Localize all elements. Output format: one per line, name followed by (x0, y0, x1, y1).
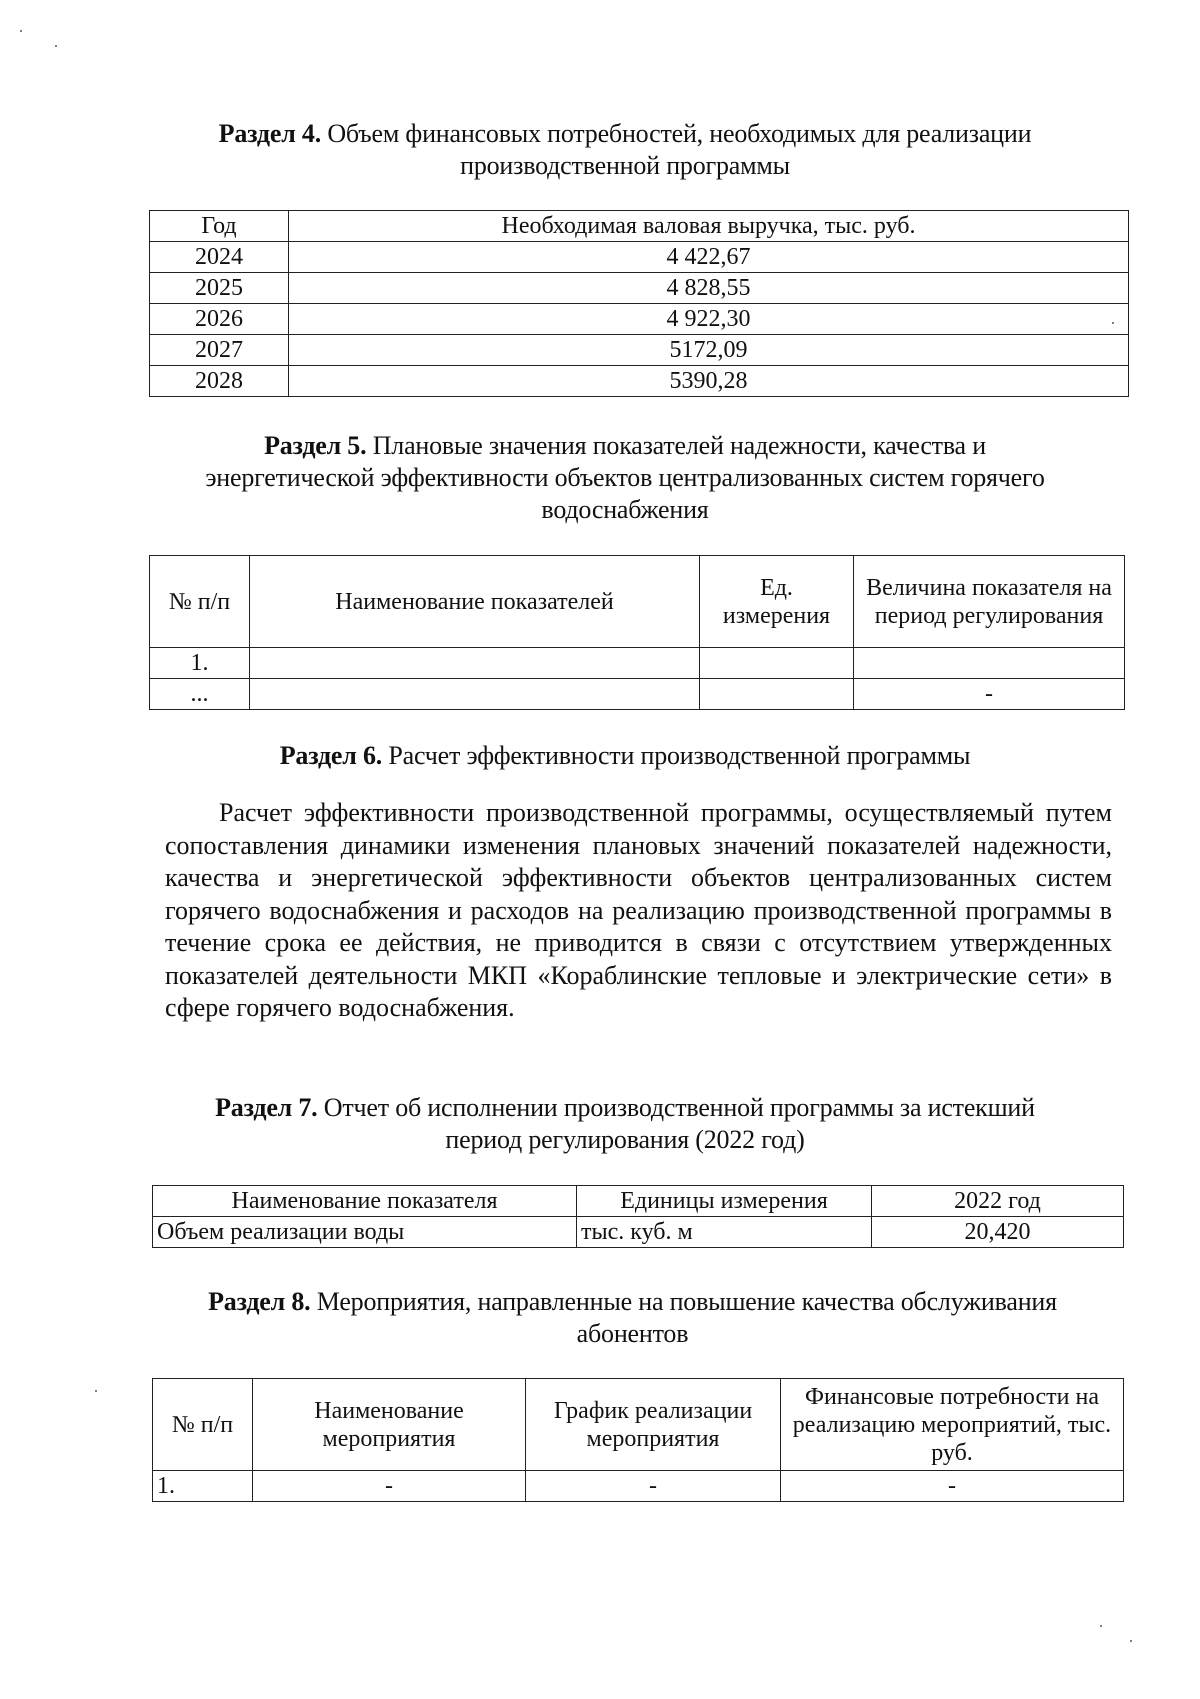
section-5-title-line3: водоснабжения (541, 495, 709, 524)
table-header-row (153, 1379, 1124, 1471)
unit-cell: тыс. куб. м (577, 1217, 872, 1248)
table-row (150, 366, 1129, 397)
table-row (150, 242, 1129, 273)
table-row (150, 335, 1129, 366)
year-cell: 2027 (150, 335, 289, 366)
section-5-label: Раздел 5. (264, 431, 367, 460)
section-7-title-line2: период регулирования (2022 год) (445, 1125, 805, 1154)
header-financial-needs: Финансовые потребности на реализацию мероприятий, тыс. руб. (781, 1379, 1124, 1471)
indicator-name-cell (250, 679, 700, 710)
section-4-heading (150, 118, 1100, 182)
revenue-table (149, 210, 1129, 397)
section-7-heading (150, 1092, 1100, 1156)
header-measure-name: Наименование мероприятия (253, 1379, 526, 1471)
section-5-title-line2: энергетической эффективности объектов централизованных систем горячего (205, 463, 1045, 492)
section-8-title-line1: Мероприятия, направленные на повышение качества обслуживания (316, 1287, 1057, 1316)
section-6-paragraph: Расчет эффективности производственной программы, осуществляемый путем сопоставления динамики изменения плановых значений показателей надежности, качества и энергетической эффективности объектов централизованных систем горячего водоснабжения и расходов на реализацию производственной программы в течение срока ее действия, не приводится в связи с отсутствием утвержденных показателей деятельности МКП «Кораблинские тепловые и электрические сети» в сфере горячего водоснабжения. (165, 798, 1112, 1022)
scan-speck (20, 30, 22, 32)
header-indicator-name: Наименование показателей (250, 556, 700, 648)
scan-speck (1112, 322, 1114, 324)
table-header-row (153, 1186, 1124, 1217)
header-number: № п/п (153, 1379, 253, 1471)
table-row (153, 1471, 1124, 1502)
section-5-title-line1: Плановые значения показателей надежности, качества и (372, 431, 986, 460)
section-6-label: Раздел 6. (279, 741, 383, 770)
number-cell: 1. (153, 1471, 253, 1502)
year-cell: 2025 (150, 273, 289, 304)
table-header-row (150, 211, 1129, 242)
revenue-cell: 4 422,67 (289, 242, 1129, 273)
header-indicator-name: Наименование показателя (153, 1186, 577, 1217)
section-6-heading (150, 740, 1100, 772)
section-7-label: Раздел 7. (215, 1093, 318, 1122)
header-year: Год (150, 211, 289, 242)
table-header-row (150, 556, 1125, 648)
indicator-value-cell: - (854, 679, 1125, 710)
year-cell: 2028 (150, 366, 289, 397)
scan-speck (1100, 1625, 1102, 1627)
section-8-title-line2: абонентов (576, 1319, 689, 1348)
measure-name-cell: - (253, 1471, 526, 1502)
section-4-title-line2: производственной программы (460, 151, 790, 180)
section-4-label: Раздел 4. (218, 119, 322, 148)
table-row (150, 273, 1129, 304)
year-cell: 2024 (150, 242, 289, 273)
revenue-cell: 4 828,55 (289, 273, 1129, 304)
year-cell: 2026 (150, 304, 289, 335)
number-cell: 1. (150, 648, 250, 679)
header-unit: Единицы измерения (577, 1186, 872, 1217)
section-5-heading (150, 430, 1100, 526)
section-8-heading (150, 1286, 1115, 1350)
section-4-title-line1: Объем финансовых потребностей, необходимых для реализации (327, 119, 1032, 148)
indicators-table (149, 555, 1125, 710)
value-2022-cell: 20,420 (872, 1217, 1124, 1248)
indicator-name-cell: Объем реализации воды (153, 1217, 577, 1248)
revenue-cell: 4 922,30 (289, 304, 1129, 335)
indicator-name-cell (250, 648, 700, 679)
table-row (150, 304, 1129, 335)
section-6-title: Расчет эффективности производственной программы (388, 741, 971, 770)
table-row (150, 679, 1125, 710)
table-row (153, 1217, 1124, 1248)
header-unit: Ед. измерения (700, 556, 854, 648)
unit-cell (700, 648, 854, 679)
revenue-cell: 5172,09 (289, 335, 1129, 366)
section-7-title-line1: Отчет об исполнении производственной программы за истекший (323, 1093, 1035, 1122)
schedule-cell: - (526, 1471, 781, 1502)
financial-needs-cell: - (781, 1471, 1124, 1502)
header-year-2022: 2022 год (872, 1186, 1124, 1217)
header-indicator-value: Величина показателя на период регулирования (854, 556, 1125, 648)
scan-speck (55, 45, 57, 47)
scan-speck (1130, 1640, 1132, 1642)
section-8-label: Раздел 8. (208, 1287, 311, 1316)
scan-speck (95, 1390, 97, 1392)
indicator-value-cell (854, 648, 1125, 679)
number-cell: ... (150, 679, 250, 710)
header-revenue: Необходимая валовая выручка, тыс. руб. (289, 211, 1129, 242)
header-schedule: График реализации мероприятия (526, 1379, 781, 1471)
unit-cell (700, 679, 854, 710)
header-number: № п/п (150, 556, 250, 648)
measures-table (152, 1378, 1124, 1502)
table-row (150, 648, 1125, 679)
revenue-cell: 5390,28 (289, 366, 1129, 397)
report-table (152, 1185, 1124, 1248)
